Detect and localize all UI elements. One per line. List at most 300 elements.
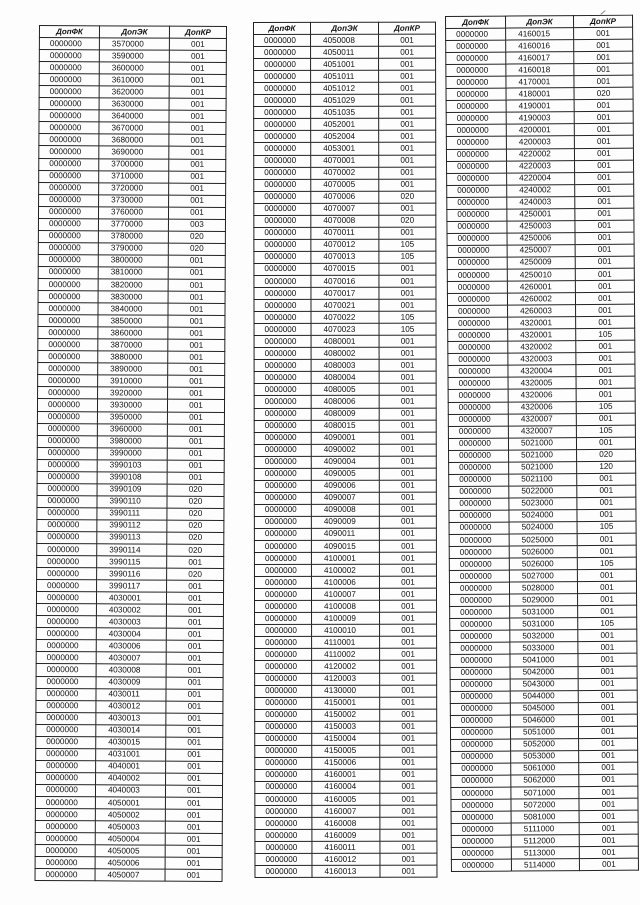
cell-fk: 0000000 <box>254 589 311 601</box>
header-fk: ДопФК <box>39 26 99 38</box>
cell-fk: 0000000 <box>254 408 311 420</box>
cell-fk: 0000000 <box>447 245 507 257</box>
table-row <box>255 769 437 781</box>
table-row <box>37 399 224 412</box>
table-row <box>255 733 437 745</box>
table-row <box>254 468 436 480</box>
cell-ek: 4070021 <box>311 299 379 311</box>
cell-fk: 0000000 <box>450 679 510 691</box>
cell-ek: 4070013 <box>311 251 379 263</box>
cell-ek: 3990111 <box>97 508 167 520</box>
cell-kr: 001 <box>167 412 224 424</box>
cell-kr: 001 <box>576 437 635 449</box>
cell-kr: 001 <box>165 821 222 833</box>
cell-ek: 4320001 <box>508 317 576 330</box>
table-row <box>254 239 436 251</box>
table-row <box>255 661 437 673</box>
cell-ek: 4030007 <box>96 652 166 664</box>
cell-kr: 001 <box>168 351 225 363</box>
cell-kr: 001 <box>168 388 225 400</box>
cell-kr: 001 <box>574 148 633 160</box>
cell-kr: 001 <box>577 485 636 497</box>
cell-ek: 5043000 <box>510 678 578 691</box>
cell-ek: 4120003 <box>312 673 380 685</box>
cell-kr: 001 <box>166 701 223 713</box>
cell-fk: 0000000 <box>255 842 312 854</box>
cell-fk: 0000000 <box>451 787 511 799</box>
table-row <box>255 793 437 805</box>
cell-kr: 001 <box>574 27 633 39</box>
cell-fk: 0000000 <box>254 504 311 516</box>
cell-fk: 0000000 <box>38 291 98 303</box>
cell-kr: 001 <box>379 359 436 371</box>
cell-ek: 4090015 <box>311 540 379 552</box>
cell-kr: 001 <box>169 123 226 135</box>
cell-kr: 001 <box>168 267 225 279</box>
cell-ek: 4100006 <box>311 576 379 588</box>
table-row <box>37 507 224 520</box>
cell-kr: 001 <box>379 564 436 576</box>
cell-fk: 0000000 <box>446 40 506 52</box>
cell-ek: 4100002 <box>311 564 379 576</box>
table-row <box>254 492 436 504</box>
cell-kr: 001 <box>574 136 633 148</box>
cell-ek: 4050007 <box>95 869 165 881</box>
cell-kr: 001 <box>168 315 225 327</box>
cell-ek: 4090005 <box>311 468 379 480</box>
table-row <box>254 251 436 263</box>
table-row <box>38 230 225 243</box>
cell-ek: 4080004 <box>311 372 379 384</box>
cell-fk: 0000000 <box>447 269 507 281</box>
table-row <box>36 652 223 665</box>
cell-kr: 020 <box>574 87 633 99</box>
cell-ek: 4080006 <box>311 396 379 408</box>
cell-ek: 4150004 <box>312 733 380 745</box>
cell-ek: 4250010 <box>507 269 575 282</box>
cell-ek: 5046000 <box>510 714 578 727</box>
cell-ek: 4080015 <box>311 420 379 432</box>
cell-fk: 0000000 <box>35 821 95 833</box>
cell-kr: 001 <box>379 468 436 480</box>
cell-kr: 001 <box>577 533 636 545</box>
cell-ek: 4030001 <box>96 592 166 604</box>
cell-ek: 4160011 <box>312 841 380 853</box>
cell-fk: 0000000 <box>446 28 506 40</box>
cell-fk: 0000000 <box>36 604 96 616</box>
table-row <box>35 833 222 846</box>
cell-kr: 020 <box>379 215 436 227</box>
table-row <box>39 134 226 147</box>
cell-kr: 120 <box>577 461 636 473</box>
cell-fk: 0000000 <box>36 736 96 748</box>
table-row <box>255 600 437 612</box>
cell-ek: 4040001 <box>96 761 166 773</box>
cell-fk: 0000000 <box>447 293 507 305</box>
cell-kr: 001 <box>169 74 226 86</box>
table-row <box>254 94 436 106</box>
cell-kr: 001 <box>579 786 638 798</box>
cell-fk: 0000000 <box>448 390 508 402</box>
cell-kr: 001 <box>167 580 224 592</box>
cell-ek: 4320007 <box>508 425 576 438</box>
cell-fk: 0000000 <box>38 351 98 363</box>
cell-ek: 4120002 <box>312 661 380 673</box>
cell-ek: 3860000 <box>98 327 168 339</box>
cell-fk: 0000000 <box>35 857 95 869</box>
cell-ek: 4250007 <box>507 244 575 257</box>
cell-kr: 001 <box>379 480 436 492</box>
cell-fk: 0000000 <box>254 46 311 58</box>
cell-fk: 0000000 <box>450 703 510 715</box>
cell-kr: 001 <box>576 316 635 328</box>
table-row <box>254 215 436 227</box>
header-ek: ДопЭК <box>99 26 169 38</box>
table-row <box>39 122 226 135</box>
cell-kr: 001 <box>575 244 634 256</box>
table-row <box>38 375 225 388</box>
cell-kr: 001 <box>379 384 436 396</box>
cell-fk: 0000000 <box>36 616 96 628</box>
cell-ek: 3680000 <box>99 134 169 146</box>
cell-ek: 4220004 <box>507 172 575 185</box>
cell-fk: 0000000 <box>37 507 97 519</box>
cell-kr: 001 <box>576 340 635 352</box>
cell-kr: 001 <box>579 834 638 846</box>
table-row <box>39 170 226 183</box>
cell-kr: 001 <box>379 143 436 155</box>
cell-kr: 020 <box>167 532 224 544</box>
cell-kr: 001 <box>576 352 635 364</box>
table-row <box>254 420 436 432</box>
table-row <box>254 396 436 408</box>
cell-kr: 001 <box>379 167 436 179</box>
cell-fk: 0000000 <box>449 570 509 582</box>
table-row <box>254 287 436 299</box>
cell-fk: 0000000 <box>448 426 508 438</box>
cell-ek: 3690000 <box>99 146 169 158</box>
table-row <box>254 131 436 143</box>
cell-kr: 001 <box>380 829 437 841</box>
cell-kr: 001 <box>168 327 225 339</box>
cell-ek: 4030009 <box>96 676 166 688</box>
cell-kr: 001 <box>168 376 225 388</box>
cell-fk: 0000000 <box>39 146 99 158</box>
table-row <box>255 853 437 865</box>
cell-kr: 105 <box>577 521 636 533</box>
cell-ek: 4030008 <box>96 664 166 676</box>
cell-ek: 3930000 <box>97 399 167 411</box>
cell-ek: 5032000 <box>510 630 578 643</box>
cell-fk: 0000000 <box>254 107 311 119</box>
cell-ek: 5025000 <box>509 534 577 547</box>
cell-fk: 0000000 <box>451 835 511 847</box>
table-row <box>254 372 436 384</box>
cell-kr: 105 <box>379 239 436 251</box>
cell-kr: 001 <box>167 400 224 412</box>
cell-fk: 0000000 <box>254 59 311 71</box>
cell-kr: 001 <box>380 600 437 612</box>
header-kr: ДопКР <box>574 15 633 27</box>
cell-kr: 105 <box>577 557 636 569</box>
cell-ek: 4250009 <box>507 257 575 270</box>
cell-ek: 4160015 <box>506 28 574 41</box>
cell-kr: 001 <box>574 51 633 63</box>
cell-kr: 001 <box>167 460 224 472</box>
table-row <box>254 576 436 588</box>
table-row <box>38 218 225 231</box>
cell-kr: 001 <box>578 642 637 654</box>
cell-fk: 0000000 <box>254 155 311 167</box>
cell-fk: 0000000 <box>254 227 311 239</box>
cell-ek: 4220003 <box>507 160 575 173</box>
cell-kr: 001 <box>577 497 636 509</box>
cell-fk: 0000000 <box>255 805 312 817</box>
cell-fk: 0000000 <box>254 516 311 528</box>
cell-ek: 3820000 <box>98 279 168 291</box>
cell-kr: 020 <box>167 484 224 496</box>
cell-fk: 0000000 <box>255 637 312 649</box>
cell-kr: 001 <box>169 38 226 50</box>
cell-kr: 001 <box>379 203 436 215</box>
table-row <box>38 206 225 219</box>
cell-fk: 0000000 <box>37 423 97 435</box>
cell-ek: 4170001 <box>506 76 574 89</box>
cell-ek: 4160013 <box>312 866 380 878</box>
cell-fk: 0000000 <box>447 257 507 269</box>
cell-kr: 001 <box>379 552 436 564</box>
cell-kr: 001 <box>379 287 436 299</box>
cell-fk: 0000000 <box>446 76 506 88</box>
cell-ek: 4070006 <box>311 191 379 203</box>
cell-ek: 4190003 <box>506 112 574 125</box>
cell-fk: 0000000 <box>254 299 311 311</box>
table-row <box>36 640 223 653</box>
cell-fk: 0000000 <box>255 649 312 661</box>
cell-ek: 4080009 <box>311 408 379 420</box>
table-row <box>36 628 223 641</box>
cell-fk: 0000000 <box>254 131 311 143</box>
cell-ek: 4320002 <box>508 341 576 354</box>
cell-kr: 001 <box>169 147 226 159</box>
cell-ek: 4260002 <box>507 293 575 306</box>
cell-fk: 0000000 <box>448 365 508 377</box>
cell-fk: 0000000 <box>448 414 508 426</box>
cell-fk: 0000000 <box>449 462 509 474</box>
cell-fk: 0000000 <box>39 62 99 74</box>
cell-fk: 0000000 <box>36 652 96 664</box>
code-table-1 <box>35 25 227 882</box>
cell-kr: 001 <box>167 448 224 460</box>
cell-fk: 0000000 <box>36 676 96 688</box>
cell-ek: 5042000 <box>510 666 578 679</box>
cell-ek: 5022000 <box>509 485 577 498</box>
cell-fk: 0000000 <box>36 592 96 604</box>
cell-kr: 001 <box>169 86 226 98</box>
cell-fk: 0000000 <box>38 278 98 290</box>
cell-ek: 4260003 <box>508 305 576 318</box>
table-row <box>255 865 437 877</box>
cell-fk: 0000000 <box>37 556 97 568</box>
cell-kr: 001 <box>579 810 638 822</box>
cell-kr: 001 <box>166 677 223 689</box>
cell-fk: 0000000 <box>255 721 312 733</box>
cell-fk: 0000000 <box>451 763 511 775</box>
cell-ek: 3980000 <box>97 435 167 447</box>
cell-ek: 5081000 <box>511 811 579 824</box>
cell-fk: 0000000 <box>38 230 98 242</box>
cell-kr: 020 <box>167 544 224 556</box>
cell-kr: 001 <box>575 172 634 184</box>
cell-ek: 3600000 <box>99 62 169 74</box>
cell-fk: 0000000 <box>255 673 312 685</box>
cell-kr: 001 <box>380 817 437 829</box>
cell-fk: 0000000 <box>254 83 311 95</box>
cell-fk: 0000000 <box>254 275 311 287</box>
cell-kr: 001 <box>578 690 637 702</box>
header-row <box>254 22 436 34</box>
table-row <box>36 712 223 725</box>
cell-kr: 105 <box>379 323 436 335</box>
cell-ek: 5026000 <box>509 546 577 559</box>
table-row <box>37 556 224 569</box>
table-row <box>255 841 437 853</box>
cell-ek: 5021000 <box>508 437 576 450</box>
cell-fk: 0000000 <box>35 833 95 845</box>
table-row <box>255 805 437 817</box>
cell-ek: 4110002 <box>312 649 380 661</box>
cell-ek: 4320006 <box>508 401 576 414</box>
cell-fk: 0000000 <box>446 100 506 112</box>
table-row <box>254 203 436 215</box>
cell-kr: 001 <box>578 702 637 714</box>
cell-fk: 0000000 <box>254 119 311 131</box>
cell-kr: 001 <box>576 413 635 425</box>
table-row <box>37 483 224 496</box>
cell-ek: 3990117 <box>97 580 167 592</box>
cell-kr: 001 <box>169 135 226 147</box>
cell-ek: 3890000 <box>98 363 168 375</box>
table-row <box>255 829 437 841</box>
cell-fk: 0000000 <box>39 134 99 146</box>
cell-fk: 0000000 <box>447 173 507 185</box>
cell-ek: 4150006 <box>312 757 380 769</box>
header-kr: ДопКР <box>169 26 226 38</box>
cell-ek: 3640000 <box>99 110 169 122</box>
table-row <box>36 760 223 773</box>
cell-fk: 0000000 <box>448 438 508 450</box>
cell-ek: 3990115 <box>97 556 167 568</box>
cell-fk: 0000000 <box>37 471 97 483</box>
table-row <box>254 384 436 396</box>
table-row <box>255 817 437 829</box>
cell-kr: 001 <box>380 805 437 817</box>
cell-ek: 4040003 <box>95 785 165 797</box>
cell-ek: 4090007 <box>311 492 379 504</box>
cell-kr: 001 <box>574 124 633 136</box>
cell-fk: 0000000 <box>37 544 97 556</box>
cell-ek: 3710000 <box>99 170 169 182</box>
cell-ek: 5027000 <box>509 570 577 583</box>
table-row <box>254 456 436 468</box>
cell-fk: 0000000 <box>36 640 96 652</box>
cell-kr: 001 <box>576 365 635 377</box>
cell-ek: 4110001 <box>312 637 380 649</box>
cell-ek: 3620000 <box>99 86 169 98</box>
table-row <box>38 315 225 328</box>
table-row <box>39 50 226 63</box>
cell-ek: 4150003 <box>312 721 380 733</box>
cell-fk: 0000000 <box>254 577 311 589</box>
cell-kr: 001 <box>380 793 437 805</box>
cell-ek: 4050008 <box>311 34 379 46</box>
cell-ek: 3990000 <box>97 447 167 459</box>
cell-fk: 0000000 <box>37 459 97 471</box>
cell-kr: 001 <box>379 46 436 58</box>
cell-ek: 4090011 <box>311 528 379 540</box>
cell-ek: 4050003 <box>95 821 165 833</box>
cell-fk: 0000000 <box>254 492 311 504</box>
table-row <box>254 299 436 311</box>
cell-ek: 5029000 <box>510 594 578 607</box>
cell-ek: 4070015 <box>311 263 379 275</box>
cell-ek: 4030015 <box>96 737 166 749</box>
cell-fk: 0000000 <box>255 625 312 637</box>
cell-ek: 3840000 <box>98 303 168 315</box>
cell-kr: 105 <box>576 328 635 340</box>
cell-kr: 001 <box>166 592 223 604</box>
table-row <box>36 700 223 713</box>
cell-fk: 0000000 <box>449 474 509 486</box>
cell-fk: 0000000 <box>449 534 509 546</box>
cell-ek: 4150005 <box>312 745 380 757</box>
cell-kr: 001 <box>169 111 226 123</box>
cell-ek: 4320001 <box>508 329 576 342</box>
table-row <box>36 664 223 677</box>
cell-kr: 020 <box>168 231 225 243</box>
cell-kr: 020 <box>167 496 224 508</box>
cell-fk: 0000000 <box>38 266 98 278</box>
cell-fk: 0000000 <box>450 667 510 679</box>
cell-kr: 001 <box>379 540 436 552</box>
cell-ek: 4070017 <box>311 287 379 299</box>
cell-ek: 5052000 <box>511 738 579 751</box>
cell-fk: 0000000 <box>254 215 311 227</box>
cell-fk: 0000000 <box>449 558 509 570</box>
cell-ek: 4030012 <box>96 700 166 712</box>
cell-fk: 0000000 <box>451 739 511 751</box>
table-row <box>38 291 225 304</box>
cell-kr: 001 <box>379 347 436 359</box>
cell-ek: 3990103 <box>97 459 167 471</box>
cell-fk: 0000000 <box>447 197 507 209</box>
cell-fk: 0000000 <box>254 420 311 432</box>
table-row <box>36 736 223 749</box>
cell-kr: 001 <box>574 112 633 124</box>
table-row <box>36 688 223 701</box>
cell-kr: 001 <box>379 299 436 311</box>
cell-kr: 001 <box>169 195 226 207</box>
cell-fk: 0000000 <box>254 239 311 251</box>
cell-fk: 0000000 <box>449 450 509 462</box>
cell-ek: 4080002 <box>311 348 379 360</box>
cell-kr: 001 <box>379 82 436 94</box>
cell-fk: 0000000 <box>448 341 508 353</box>
cell-kr: 001 <box>578 714 637 726</box>
cell-ek: 4052004 <box>311 131 379 143</box>
cell-fk: 0000000 <box>36 772 96 784</box>
table-row <box>255 673 437 685</box>
